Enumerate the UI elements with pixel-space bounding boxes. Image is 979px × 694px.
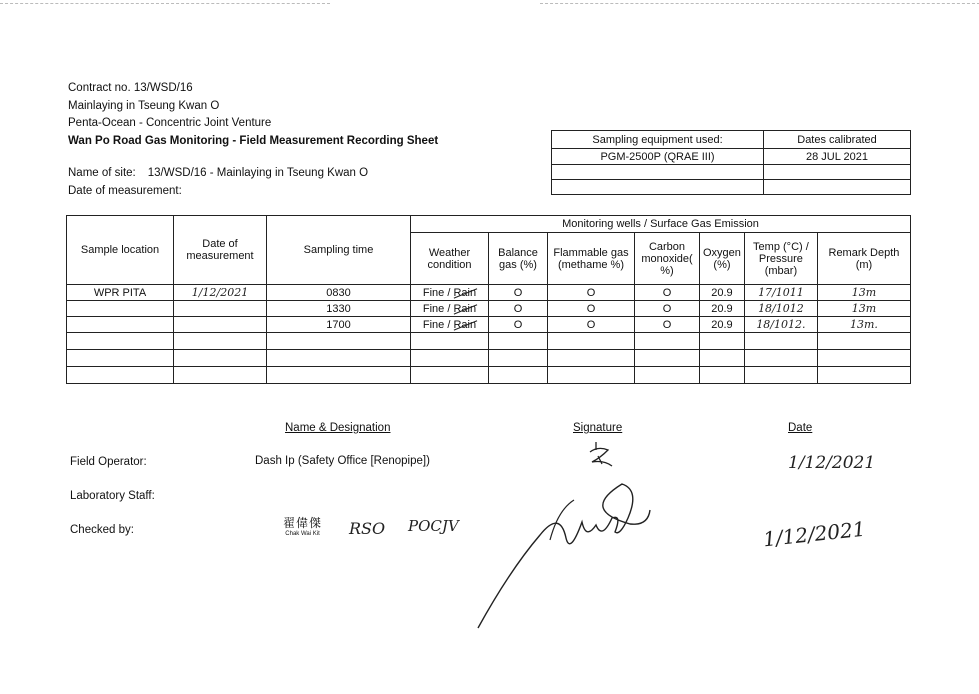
weather-cell [411, 301, 489, 317]
col-remark-depth: Remark Depth (m) [817, 233, 910, 285]
table-row [67, 367, 911, 384]
monitoring-group-header: Monitoring wells / Surface Gas Emission [411, 216, 911, 233]
site-value: 13/WSD/16 - Mainlaying in Tseung Kwan O [147, 167, 369, 179]
col-weather: Weather condition [411, 233, 489, 285]
checked-by-role: RSO [349, 519, 386, 538]
site-info [68, 165, 368, 200]
weather-cell [411, 285, 489, 301]
co-cell: O [635, 317, 700, 333]
equipment-cell: PGM-2500P (QRAE III) [552, 149, 764, 165]
table-row [67, 317, 911, 333]
weather-fine: Fine / [422, 302, 454, 315]
weather-cell [411, 317, 489, 333]
remark-cell: 13m [817, 285, 910, 301]
flammable-cell: O [548, 285, 635, 301]
weather-fine: Fine / [422, 286, 454, 299]
field-operator-signature [582, 440, 622, 472]
signature-header: Signature [573, 422, 623, 434]
checked-by-english-name: Chak Wai Kit [285, 531, 320, 537]
location-cell [67, 301, 174, 317]
temp-cell: 17/1011 [744, 285, 817, 301]
time-cell: 0830 [267, 285, 411, 301]
date-cell: 1/12/2021 [174, 285, 267, 301]
calibration-header: Dates calibrated [764, 131, 911, 149]
date-header: Date [788, 422, 813, 434]
document-header [68, 80, 438, 150]
sheet-title: Wan Po Road Gas Monitoring - Field Measurement Recording Sheet [68, 134, 439, 147]
time-cell: 1330 [267, 301, 411, 317]
oxygen-cell: 20.9 [700, 301, 745, 317]
scan-artifact-line [0, 3, 330, 4]
flammable-cell: O [548, 301, 635, 317]
field-operator-date: 1/12/2021 [788, 453, 876, 473]
calibration-date-cell [764, 165, 911, 180]
checked-by-chinese-name: 翟偉傑 [283, 516, 323, 530]
table-row [67, 285, 911, 301]
calibration-date-cell [764, 180, 911, 195]
balance-cell: O [489, 285, 548, 301]
checked-by-name-stamp [283, 514, 322, 537]
oxygen-cell: 20.9 [700, 317, 745, 333]
date-cell [174, 317, 267, 333]
table-row [67, 301, 911, 317]
measurement-table [66, 215, 911, 384]
co-cell: O [635, 301, 700, 317]
equipment-header: Sampling equipment used: [552, 131, 764, 149]
col-flammable-gas: Flammable gas (methame %) [548, 233, 635, 285]
laboratory-staff-label: Laboratory Staff: [70, 490, 155, 502]
table-row [67, 350, 911, 367]
co-cell: O [635, 285, 700, 301]
location-cell [67, 317, 174, 333]
field-operator-name: Dash Ip (Safety Office [Renopipe]) [255, 455, 430, 467]
oxygen-cell: 20.9 [700, 285, 745, 301]
temp-cell: 18/1012 [744, 301, 817, 317]
table-row [552, 165, 911, 180]
checked-by-org: POCJV [408, 517, 459, 535]
checked-by-signature [470, 470, 670, 635]
name-designation-header: Name & Designation [285, 422, 391, 434]
equipment-cell [552, 165, 764, 180]
project-name: Mainlaying in Tseung Kwan O [68, 99, 220, 112]
balance-cell: O [489, 317, 548, 333]
col-oxygen: Oxygen (%) [700, 233, 745, 285]
table-row [67, 333, 911, 350]
field-operator-label: Field Operator: [70, 456, 147, 468]
weather-rain-struck: Rain [453, 302, 477, 315]
flammable-cell: O [548, 317, 635, 333]
checked-by-label: Checked by: [70, 524, 134, 536]
equipment-cell [552, 180, 764, 195]
time-cell: 1700 [267, 317, 411, 333]
contract-number: Contract no. 13/WSD/16 [68, 82, 193, 94]
weather-fine: Fine / [422, 318, 454, 331]
scan-artifact-line [540, 3, 979, 4]
col-temp-pressure: Temp (°C) / Pressure (mbar) [744, 233, 817, 285]
remark-cell: 13m. [817, 317, 910, 333]
calibration-date-cell: 28 JUL 2021 [764, 149, 911, 165]
balance-cell: O [489, 301, 548, 317]
table-row [552, 180, 911, 195]
weather-rain-struck: Rain [453, 318, 477, 331]
site-label: Name of site: [68, 167, 136, 179]
date-of-measurement-label: Date of measurement: [68, 184, 182, 197]
weather-rain-struck: Rain [453, 286, 477, 299]
date-cell [174, 301, 267, 317]
location-cell: WPR PITA [67, 285, 174, 301]
col-date-of-measurement: Date of measurement [174, 216, 267, 285]
col-sampling-time: Sampling time [267, 216, 411, 285]
temp-cell: 18/1012. [744, 317, 817, 333]
col-balance-gas: Balance gas (%) [489, 233, 548, 285]
checked-by-date: 1/12/2021 [762, 516, 867, 552]
equipment-table [551, 130, 911, 195]
contractor-name: Penta-Ocean - Concentric Joint Venture [68, 117, 272, 129]
table-row [552, 149, 911, 165]
remark-cell: 13m [817, 301, 910, 317]
col-sample-location: Sample location [67, 216, 174, 285]
col-carbon-monoxide: Carbon monoxide( %) [635, 233, 700, 285]
